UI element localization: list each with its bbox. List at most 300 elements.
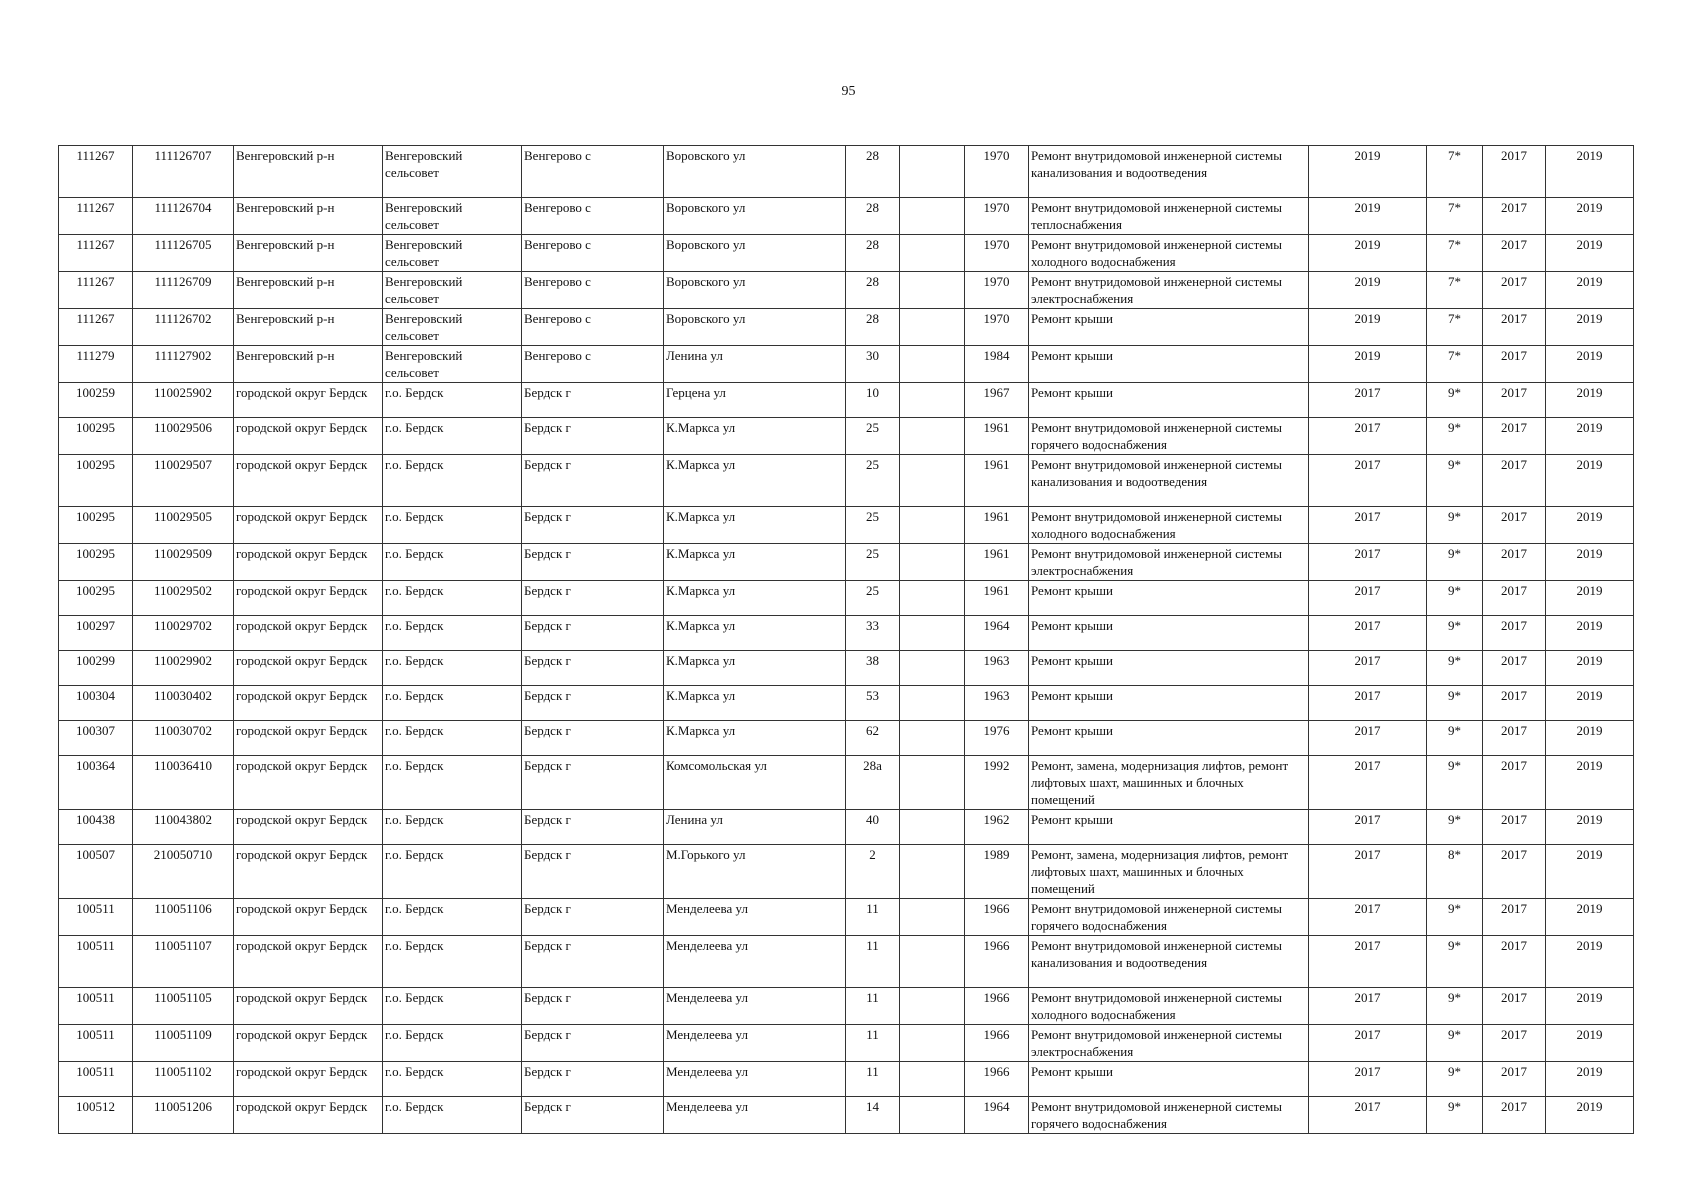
building-cell [900, 418, 965, 455]
year-built-cell: 1992 [965, 756, 1029, 810]
municipality-cell: г.о. Бердск [383, 899, 522, 936]
work-type-cell: Ремонт, замена, модернизация лифтов, ремонт лифтовых шахт, машинных и блочных помещений [1029, 756, 1309, 810]
house-number-cell: 28 [846, 235, 900, 272]
settlement-cell: Венгерово с [522, 309, 664, 346]
period-end-cell: 2019 [1546, 616, 1634, 651]
building-cell [900, 544, 965, 581]
settlement-cell: Бердск г [522, 1097, 664, 1134]
period-end-cell: 2019 [1546, 544, 1634, 581]
building-cell [900, 988, 965, 1025]
house-number-cell: 30 [846, 346, 900, 383]
municipality-cell: г.о. Бердск [383, 651, 522, 686]
period-end-cell: 2019 [1546, 235, 1634, 272]
plan-year-cell: 2017 [1309, 544, 1427, 581]
term-cell: 7* [1427, 309, 1483, 346]
district-cell: городской округ Бердск [234, 899, 383, 936]
period-start-cell: 2017 [1483, 1097, 1546, 1134]
year-built-cell: 1966 [965, 936, 1029, 988]
work-code-cell: 110051109 [133, 1025, 234, 1062]
house-number-cell: 33 [846, 616, 900, 651]
district-cell: городской округ Бердск [234, 936, 383, 988]
period-end-cell: 2019 [1546, 383, 1634, 418]
settlement-cell: Бердск г [522, 1062, 664, 1097]
municipality-cell: г.о. Бердск [383, 581, 522, 616]
table-row [59, 721, 1634, 756]
municipality-cell: Венгеровский сельсовет [383, 146, 522, 198]
building-cell [900, 1062, 965, 1097]
plan-year-cell: 2017 [1309, 936, 1427, 988]
plan-year-cell: 2017 [1309, 1097, 1427, 1134]
year-built-cell: 1961 [965, 418, 1029, 455]
period-end-cell: 2019 [1546, 346, 1634, 383]
house-number-cell: 11 [846, 936, 900, 988]
period-start-cell: 2017 [1483, 272, 1546, 309]
year-built-cell: 1970 [965, 272, 1029, 309]
year-built-cell: 1966 [965, 1062, 1029, 1097]
municipality-cell: г.о. Бердск [383, 810, 522, 845]
district-cell: городской округ Бердск [234, 686, 383, 721]
building-cell [900, 651, 965, 686]
plan-year-cell: 2017 [1309, 756, 1427, 810]
page-number: 95 [841, 84, 856, 99]
work-code-cell: 110043802 [133, 810, 234, 845]
term-cell: 9* [1427, 507, 1483, 544]
plan-year-cell: 2017 [1309, 810, 1427, 845]
settlement-cell: Бердск г [522, 544, 664, 581]
district-cell: городской округ Бердск [234, 756, 383, 810]
municipality-cell: г.о. Бердск [383, 686, 522, 721]
house-number-cell: 28 [846, 198, 900, 235]
period-end-cell: 2019 [1546, 309, 1634, 346]
year-built-cell: 1970 [965, 146, 1029, 198]
year-built-cell: 1966 [965, 1025, 1029, 1062]
house-number-cell: 40 [846, 810, 900, 845]
house-number-cell: 11 [846, 1025, 900, 1062]
repair-registry-table [58, 145, 1634, 1134]
plan-year-cell: 2017 [1309, 845, 1427, 899]
house-id-cell: 111267 [59, 198, 133, 235]
street-cell: Менделеева ул [664, 988, 846, 1025]
work-code-cell: 111126702 [133, 309, 234, 346]
work-type-cell: Ремонт внутридомовой инженерной системы холодного водоснабжения [1029, 988, 1309, 1025]
building-cell [900, 455, 965, 507]
period-end-cell: 2019 [1546, 272, 1634, 309]
building-cell [900, 272, 965, 309]
house-number-cell: 25 [846, 418, 900, 455]
house-number-cell: 11 [846, 899, 900, 936]
house-id-cell: 100295 [59, 544, 133, 581]
plan-year-cell: 2017 [1309, 686, 1427, 721]
street-cell: Менделеева ул [664, 1097, 846, 1134]
settlement-cell: Венгерово с [522, 198, 664, 235]
municipality-cell: Венгеровский сельсовет [383, 235, 522, 272]
house-number-cell: 28 [846, 146, 900, 198]
house-id-cell: 111267 [59, 146, 133, 198]
work-code-cell: 210050710 [133, 845, 234, 899]
settlement-cell: Бердск г [522, 936, 664, 988]
municipality-cell: г.о. Бердск [383, 418, 522, 455]
street-cell: Воровского ул [664, 146, 846, 198]
house-id-cell: 100295 [59, 581, 133, 616]
table-row [59, 1062, 1634, 1097]
table-row [59, 988, 1634, 1025]
table-row [59, 309, 1634, 346]
house-number-cell: 28 [846, 272, 900, 309]
house-number-cell: 28 [846, 309, 900, 346]
term-cell: 9* [1427, 988, 1483, 1025]
district-cell: Венгеровский р-н [234, 235, 383, 272]
house-number-cell: 53 [846, 686, 900, 721]
district-cell: городской округ Бердск [234, 616, 383, 651]
period-end-cell: 2019 [1546, 507, 1634, 544]
term-cell: 9* [1427, 756, 1483, 810]
municipality-cell: г.о. Бердск [383, 507, 522, 544]
settlement-cell: Бердск г [522, 1025, 664, 1062]
settlement-cell: Бердск г [522, 988, 664, 1025]
year-built-cell: 1967 [965, 383, 1029, 418]
plan-year-cell: 2017 [1309, 616, 1427, 651]
house-id-cell: 100299 [59, 651, 133, 686]
plan-year-cell: 2019 [1309, 309, 1427, 346]
building-cell [900, 936, 965, 988]
work-type-cell: Ремонт внутридомовой инженерной системы холодного водоснабжения [1029, 235, 1309, 272]
municipality-cell: г.о. Бердск [383, 845, 522, 899]
work-code-cell: 110030402 [133, 686, 234, 721]
house-number-cell: 28а [846, 756, 900, 810]
settlement-cell: Бердск г [522, 616, 664, 651]
period-end-cell: 2019 [1546, 146, 1634, 198]
street-cell: Менделеева ул [664, 1062, 846, 1097]
building-cell [900, 899, 965, 936]
work-type-cell: Ремонт крыши [1029, 686, 1309, 721]
table-row [59, 346, 1634, 383]
municipality-cell: г.о. Бердск [383, 1062, 522, 1097]
settlement-cell: Бердск г [522, 507, 664, 544]
term-cell: 7* [1427, 198, 1483, 235]
work-code-cell: 111126704 [133, 198, 234, 235]
work-code-cell: 110029502 [133, 581, 234, 616]
house-number-cell: 38 [846, 651, 900, 686]
street-cell: Воровского ул [664, 309, 846, 346]
term-cell: 7* [1427, 346, 1483, 383]
period-start-cell: 2017 [1483, 1062, 1546, 1097]
term-cell: 7* [1427, 272, 1483, 309]
table-row [59, 845, 1634, 899]
table-row [59, 418, 1634, 455]
term-cell: 9* [1427, 616, 1483, 651]
work-type-cell: Ремонт крыши [1029, 721, 1309, 756]
plan-year-cell: 2017 [1309, 1025, 1427, 1062]
year-built-cell: 1963 [965, 651, 1029, 686]
work-type-cell: Ремонт крыши [1029, 1062, 1309, 1097]
street-cell: К.Маркса ул [664, 544, 846, 581]
table-row [59, 272, 1634, 309]
municipality-cell: Венгеровский сельсовет [383, 309, 522, 346]
plan-year-cell: 2017 [1309, 988, 1427, 1025]
term-cell: 9* [1427, 383, 1483, 418]
table-row [59, 383, 1634, 418]
table-row [59, 756, 1634, 810]
term-cell: 9* [1427, 936, 1483, 988]
work-code-cell: 110029702 [133, 616, 234, 651]
period-end-cell: 2019 [1546, 936, 1634, 988]
house-id-cell: 100511 [59, 988, 133, 1025]
term-cell: 9* [1427, 721, 1483, 756]
street-cell: Воровского ул [664, 235, 846, 272]
street-cell: К.Маркса ул [664, 455, 846, 507]
table-row [59, 581, 1634, 616]
district-cell: городской округ Бердск [234, 544, 383, 581]
year-built-cell: 1970 [965, 235, 1029, 272]
settlement-cell: Бердск г [522, 651, 664, 686]
table-row [59, 616, 1634, 651]
work-code-cell: 110029902 [133, 651, 234, 686]
plan-year-cell: 2017 [1309, 1062, 1427, 1097]
building-cell [900, 198, 965, 235]
year-built-cell: 1961 [965, 507, 1029, 544]
settlement-cell: Бердск г [522, 686, 664, 721]
year-built-cell: 1966 [965, 899, 1029, 936]
period-start-cell: 2017 [1483, 383, 1546, 418]
building-cell [900, 581, 965, 616]
work-code-cell: 110029507 [133, 455, 234, 507]
table-row [59, 198, 1634, 235]
year-built-cell: 1989 [965, 845, 1029, 899]
street-cell: Менделеева ул [664, 899, 846, 936]
term-cell: 9* [1427, 810, 1483, 845]
work-code-cell: 111126705 [133, 235, 234, 272]
building-cell [900, 346, 965, 383]
work-type-cell: Ремонт внутридомовой инженерной системы электроснабжения [1029, 272, 1309, 309]
period-end-cell: 2019 [1546, 899, 1634, 936]
municipality-cell: г.о. Бердск [383, 616, 522, 651]
term-cell: 7* [1427, 235, 1483, 272]
period-start-cell: 2017 [1483, 899, 1546, 936]
term-cell: 9* [1427, 581, 1483, 616]
period-end-cell: 2019 [1546, 581, 1634, 616]
municipality-cell: г.о. Бердск [383, 721, 522, 756]
street-cell: К.Маркса ул [664, 616, 846, 651]
building-cell [900, 1025, 965, 1062]
settlement-cell: Бердск г [522, 455, 664, 507]
district-cell: Венгеровский р-н [234, 272, 383, 309]
work-type-cell: Ремонт внутридомовой инженерной системы канализования и водоотведения [1029, 146, 1309, 198]
period-end-cell: 2019 [1546, 988, 1634, 1025]
building-cell [900, 686, 965, 721]
period-end-cell: 2019 [1546, 455, 1634, 507]
period-start-cell: 2017 [1483, 756, 1546, 810]
street-cell: Менделеева ул [664, 1025, 846, 1062]
plan-year-cell: 2017 [1309, 383, 1427, 418]
district-cell: городской округ Бердск [234, 988, 383, 1025]
term-cell: 9* [1427, 544, 1483, 581]
table-row [59, 544, 1634, 581]
plan-year-cell: 2019 [1309, 235, 1427, 272]
settlement-cell: Бердск г [522, 721, 664, 756]
table-row [59, 507, 1634, 544]
table-row [59, 810, 1634, 845]
work-type-cell: Ремонт крыши [1029, 616, 1309, 651]
house-id-cell: 100295 [59, 418, 133, 455]
work-type-cell: Ремонт внутридомовой инженерной системы горячего водоснабжения [1029, 1097, 1309, 1134]
work-type-cell: Ремонт крыши [1029, 651, 1309, 686]
district-cell: городской округ Бердск [234, 507, 383, 544]
house-id-cell: 100512 [59, 1097, 133, 1134]
house-id-cell: 100511 [59, 936, 133, 988]
district-cell: Венгеровский р-н [234, 346, 383, 383]
house-id-cell: 100259 [59, 383, 133, 418]
period-end-cell: 2019 [1546, 1097, 1634, 1134]
year-built-cell: 1961 [965, 455, 1029, 507]
table-row [59, 936, 1634, 988]
work-type-cell: Ремонт внутридомовой инженерной системы канализования и водоотведения [1029, 936, 1309, 988]
period-start-cell: 2017 [1483, 686, 1546, 721]
building-cell [900, 721, 965, 756]
house-number-cell: 10 [846, 383, 900, 418]
period-end-cell: 2019 [1546, 686, 1634, 721]
settlement-cell: Бердск г [522, 581, 664, 616]
work-code-cell: 110051102 [133, 1062, 234, 1097]
work-type-cell: Ремонт внутридомовой инженерной системы электроснабжения [1029, 544, 1309, 581]
district-cell: городской округ Бердск [234, 810, 383, 845]
plan-year-cell: 2019 [1309, 346, 1427, 383]
street-cell: Герцена ул [664, 383, 846, 418]
plan-year-cell: 2017 [1309, 507, 1427, 544]
street-cell: К.Маркса ул [664, 418, 846, 455]
street-cell: Ленина ул [664, 810, 846, 845]
municipality-cell: г.о. Бердск [383, 756, 522, 810]
district-cell: Венгеровский р-н [234, 309, 383, 346]
district-cell: городской округ Бердск [234, 383, 383, 418]
plan-year-cell: 2017 [1309, 721, 1427, 756]
building-cell [900, 756, 965, 810]
house-id-cell: 100295 [59, 455, 133, 507]
table-row [59, 899, 1634, 936]
table-row [59, 455, 1634, 507]
house-id-cell: 100511 [59, 1025, 133, 1062]
year-built-cell: 1964 [965, 616, 1029, 651]
period-start-cell: 2017 [1483, 936, 1546, 988]
building-cell [900, 507, 965, 544]
house-number-cell: 2 [846, 845, 900, 899]
year-built-cell: 1970 [965, 198, 1029, 235]
table-body [59, 146, 1634, 1134]
work-code-cell: 110029509 [133, 544, 234, 581]
settlement-cell: Венгерово с [522, 235, 664, 272]
district-cell: городской округ Бердск [234, 721, 383, 756]
work-code-cell: 110051105 [133, 988, 234, 1025]
work-type-cell: Ремонт крыши [1029, 383, 1309, 418]
municipality-cell: г.о. Бердск [383, 1097, 522, 1134]
period-start-cell: 2017 [1483, 1025, 1546, 1062]
house-id-cell: 100307 [59, 721, 133, 756]
year-built-cell: 1976 [965, 721, 1029, 756]
year-built-cell: 1966 [965, 988, 1029, 1025]
district-cell: городской округ Бердск [234, 418, 383, 455]
house-id-cell: 100438 [59, 810, 133, 845]
work-type-cell: Ремонт крыши [1029, 346, 1309, 383]
street-cell: К.Маркса ул [664, 721, 846, 756]
term-cell: 9* [1427, 1025, 1483, 1062]
work-code-cell: 110051107 [133, 936, 234, 988]
house-id-cell: 100511 [59, 1062, 133, 1097]
building-cell [900, 845, 965, 899]
work-type-cell: Ремонт крыши [1029, 581, 1309, 616]
house-number-cell: 62 [846, 721, 900, 756]
municipality-cell: г.о. Бердск [383, 383, 522, 418]
year-built-cell: 1970 [965, 309, 1029, 346]
work-code-cell: 110051206 [133, 1097, 234, 1134]
period-start-cell: 2017 [1483, 651, 1546, 686]
house-id-cell: 100364 [59, 756, 133, 810]
plan-year-cell: 2017 [1309, 899, 1427, 936]
period-start-cell: 2017 [1483, 309, 1546, 346]
term-cell: 9* [1427, 455, 1483, 507]
table-row [59, 1025, 1634, 1062]
district-cell: городской округ Бердск [234, 581, 383, 616]
period-start-cell: 2017 [1483, 418, 1546, 455]
house-id-cell: 111267 [59, 309, 133, 346]
period-start-cell: 2017 [1483, 988, 1546, 1025]
settlement-cell: Бердск г [522, 899, 664, 936]
table-row [59, 146, 1634, 198]
period-start-cell: 2017 [1483, 616, 1546, 651]
period-end-cell: 2019 [1546, 651, 1634, 686]
term-cell: 9* [1427, 418, 1483, 455]
work-type-cell: Ремонт крыши [1029, 810, 1309, 845]
house-id-cell: 100511 [59, 899, 133, 936]
work-code-cell: 111126709 [133, 272, 234, 309]
municipality-cell: г.о. Бердск [383, 455, 522, 507]
term-cell: 9* [1427, 1062, 1483, 1097]
term-cell: 9* [1427, 686, 1483, 721]
work-type-cell: Ремонт, замена, модернизация лифтов, ремонт лифтовых шахт, машинных и блочных помещений [1029, 845, 1309, 899]
street-cell: Воровского ул [664, 198, 846, 235]
house-number-cell: 11 [846, 988, 900, 1025]
year-built-cell: 1984 [965, 346, 1029, 383]
period-start-cell: 2017 [1483, 235, 1546, 272]
municipality-cell: г.о. Бердск [383, 936, 522, 988]
work-type-cell: Ремонт внутридомовой инженерной системы канализования и водоотведения [1029, 455, 1309, 507]
year-built-cell: 1963 [965, 686, 1029, 721]
street-cell: Ленина ул [664, 346, 846, 383]
house-id-cell: 111267 [59, 272, 133, 309]
table-row [59, 651, 1634, 686]
street-cell: К.Маркса ул [664, 686, 846, 721]
period-start-cell: 2017 [1483, 146, 1546, 198]
work-code-cell: 110029505 [133, 507, 234, 544]
street-cell: Комсомольская ул [664, 756, 846, 810]
period-end-cell: 2019 [1546, 1025, 1634, 1062]
plan-year-cell: 2017 [1309, 418, 1427, 455]
period-end-cell: 2019 [1546, 1062, 1634, 1097]
street-cell: К.Маркса ул [664, 581, 846, 616]
house-number-cell: 25 [846, 455, 900, 507]
municipality-cell: Венгеровский сельсовет [383, 198, 522, 235]
work-type-cell: Ремонт внутридомовой инженерной системы горячего водоснабжения [1029, 899, 1309, 936]
work-code-cell: 110036410 [133, 756, 234, 810]
settlement-cell: Бердск г [522, 810, 664, 845]
period-end-cell: 2019 [1546, 756, 1634, 810]
work-code-cell: 110025902 [133, 383, 234, 418]
work-code-cell: 110030702 [133, 721, 234, 756]
building-cell [900, 235, 965, 272]
house-id-cell: 100304 [59, 686, 133, 721]
period-end-cell: 2019 [1546, 810, 1634, 845]
building-cell [900, 616, 965, 651]
house-number-cell: 14 [846, 1097, 900, 1134]
table-row [59, 1097, 1634, 1134]
